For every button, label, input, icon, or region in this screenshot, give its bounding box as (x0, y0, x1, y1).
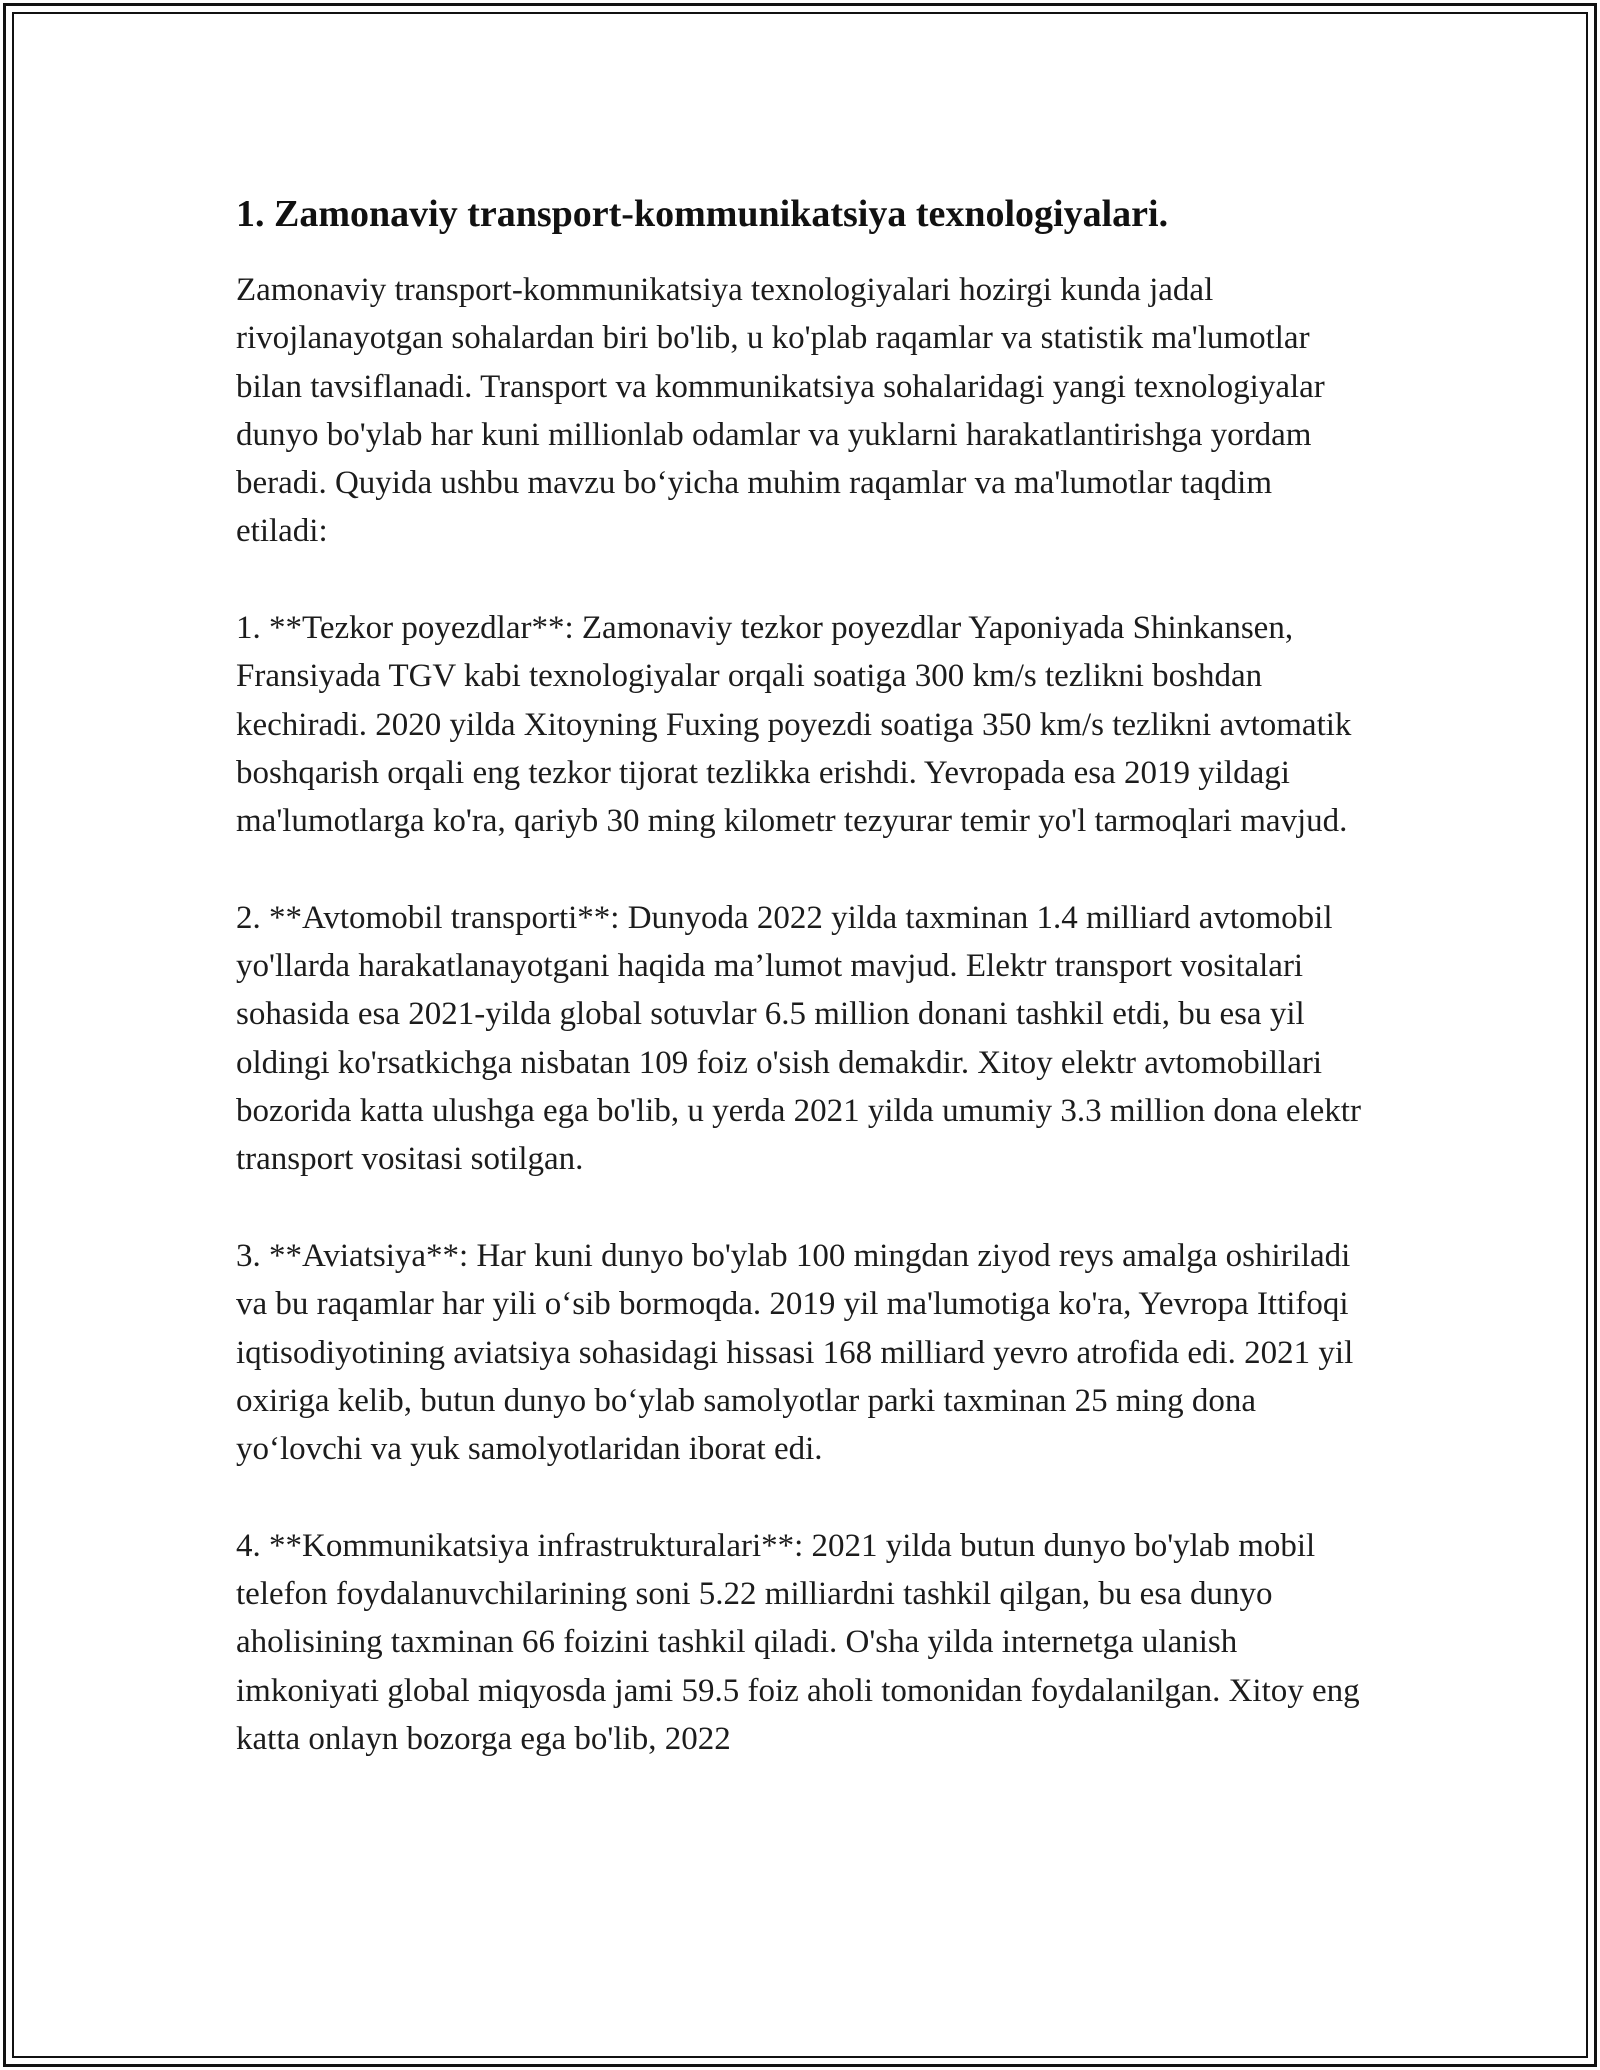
paragraph-automobile-transport: 2. **Avtomobil transporti**: Dunyoda 2022 yilda taxminan 1.4 milliard avtomobil yo'llarda harakatlanayotgani haqida ma’lumot mavjud. Elektr transport vositalari sohasida esa 2021-yilda global sotuvlar 6.5 million donani tashkil etdi, bu esa yil oldingi ko'rsatkichga nisbatan 109 foiz o'sish demakdir. Xitoy elektr avtomobillari bozorida katta ulushga ega bo'lib, u yerda 2021 yilda umumiy 3.3 million dona elektr transport vositasi sotilgan. (236, 899, 1361, 1178)
paragraph-communication-infrastructure: 4. **Kommunikatsiya infrastrukturalari**: 2021 yilda butun dunyo bo'ylab mobil telefon foydalanuvchilarining soni 5.22 milliardni tashkil qilgan, bu esa dunyo aholisining taxminan 66 foizini tashkil qiladi. O'sha yilda internetga ulanish imkoniyati global miqyosda jami 59.5 foiz aholi tomonidan foydalanilgan. Xitoy eng katta onlayn bozorga ega bo'lib, 2022 (236, 1527, 1360, 1757)
document-body (236, 188, 1361, 1812)
paragraph-aviation: 3. **Aviatsiya**: Har kuni dunyo bo'ylab 100 mingdan ziyod reys amalga oshiriladi va bu raqamlar har yili o‘sib bormoqda. 2019 yil ma'lumotiga ko'ra, Yevropa Ittifoqi iqtisodiyotining aviatsiya sohasidagi hissasi 168 milliard yevro atrofida edi. 2021 yil oxiriga kelib, butun dunyo bo‘ylab samolyotlar parki taxminan 25 ming dona yo‘lovchi va yuk samolyotlaridan iborat edi. (236, 1237, 1354, 1468)
paragraph-high-speed-trains: 1. **Tezkor poyezdlar**: Zamonaviy tezkor poyezdlar Yaponiyada Shinkansen, Fransiyada TGV kabi texnologiyalar orqali soatiga 300 km/s tezlikni boshdan kechiradi. 2020 yilda Xitoyning Fuxing poyezdi soatiga 350 km/s tezlikni avtomatik boshqarish orqali eng tezkor tijorat tezlikka erishdi. Yevropada esa 2019 yildagi ma'lumotlarga ko'ra, qariyb 30 ming kilometr tezyurar temir yo'l tarmoqlari mavjud. (236, 610, 1352, 840)
page-title: 1. Zamonaviy transport-kommunikatsiya texnologiyalari. (236, 193, 1169, 235)
intro-paragraph: Zamonaviy transport-kommunikatsiya texnologiyalari hozirgi kunda jadal rivojlanayotgan sohalardan biri bo'lib, u ko'plab raqamlar va statistik ma'lumotlar bilan tavsiflanadi. Transport va kommunikatsiya sohalaridagi yangi texnologiyalar dunyo bo'ylab har kuni millionlab odamlar va yuklarni harakatlantirishga yordam beradi. Quyida ushbu mavzu bo‘yicha muhim raqamlar va ma'lumotlar taqdim etiladi: (236, 272, 1325, 550)
